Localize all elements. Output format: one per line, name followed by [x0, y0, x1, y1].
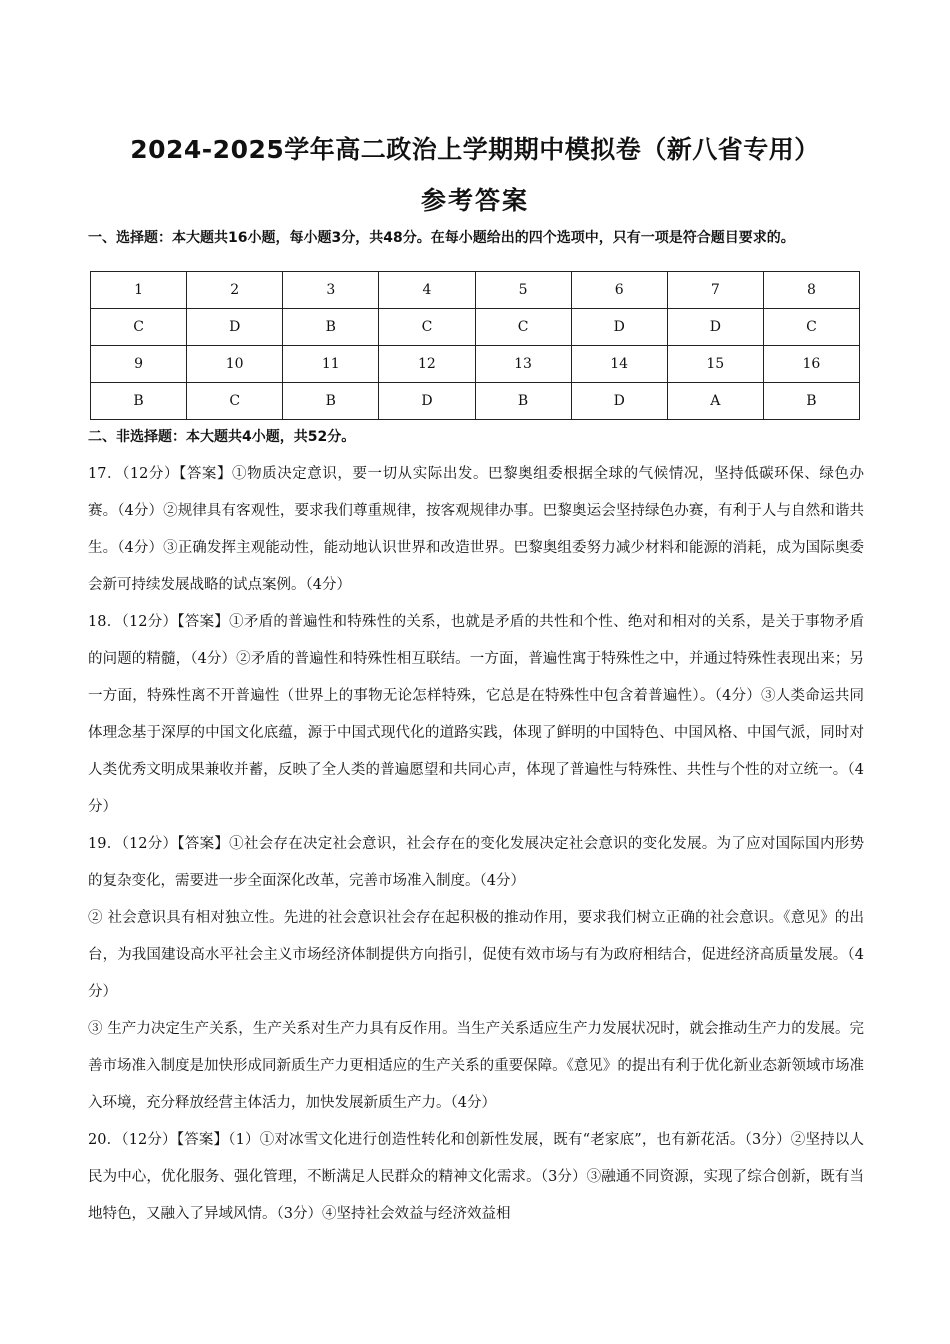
- question-number-cell: 8: [763, 272, 859, 309]
- question-number-cell: 3: [283, 272, 379, 309]
- answer-table: [90, 271, 860, 420]
- answer-letter-cell: B: [763, 383, 859, 420]
- question-number-cell: 5: [475, 272, 571, 309]
- answer-letter-row: [91, 309, 860, 346]
- question-19-paragraph-1: 19．（12分）【答案】①社会存在决定社会意识，社会存在的变化发展决定社会意识的变化发展。为了应对国际国内形势的复杂变化，需要进一步全面深化改革，完善市场准入制度。（4分）: [88, 836, 864, 889]
- question-20-paragraph: 20．（12分）【答案】（1）①对冰雪文化进行创造性转化和创新性发展，既有“老家底”，也有新花活。（3分）②坚持以人民为中心，优化服务、强化管理，不断满足人民群众的精神文化需求。（3分）③融通不同资源，实现了综合创新，既有当地特色，又融入了异域风情。（3分）④坚持社会效益与经济效益相: [88, 1132, 864, 1222]
- question-18-paragraph: 18．（12分）【答案】①矛盾的普遍性和特殊性的关系，也就是矛盾的共性和个性、绝对和相对的关系，是关于事物矛盾的问题的精髓，（4分）②矛盾的普遍性和特殊性相互联结。一方面，普遍性寓于特殊性之中，并通过特殊性表现出来；另一方面，特殊性离不开普遍性（世界上的事物无论怎样特殊，它总是在特殊性中包含着普遍性）。（4分）③人类命运共同体理念基于深厚的中国文化底蕴，源于中国式现代化的道路实践，体现了鲜明的中国特色、中国风格、中国气派，同时对人类优秀文明成果兼收并蓄，反映了全人类的普遍愿望和共同心声，体现了普遍性与特殊性、共性与个性的对立统一。（4分）: [88, 614, 864, 815]
- question-17-answer: [88, 456, 864, 604]
- question-number-row: [91, 346, 860, 383]
- answer-letter-cell: D: [667, 309, 763, 346]
- question-19-answer: [88, 826, 864, 1122]
- answer-letter-cell: C: [91, 309, 187, 346]
- question-number-cell: 11: [283, 346, 379, 383]
- question-number-row: [91, 272, 860, 309]
- question-number-cell: 10: [187, 346, 283, 383]
- question-20-answer: [88, 1122, 864, 1233]
- answer-letter-cell: B: [283, 309, 379, 346]
- answer-letter-cell: B: [283, 383, 379, 420]
- answer-letter-cell: B: [91, 383, 187, 420]
- answer-letter-cell: D: [379, 383, 475, 420]
- question-number-cell: 7: [667, 272, 763, 309]
- answer-letter-row: [91, 383, 860, 420]
- question-number-cell: 16: [763, 346, 859, 383]
- question-number-cell: 1: [91, 272, 187, 309]
- document-title: 2024-2025学年高二政治上学期期中模拟卷（新八省专用）: [130, 135, 820, 164]
- question-19-paragraph-3: ③ 生产力决定生产关系，生产关系对生产力具有反作用。当生产关系适应生产力发展状况时，就会推动生产力的发展。完善市场准入制度是加快形成同新质生产力更相适应的生产关系的重要保障。《意见》的提出有利于优化新业态新领域市场准入环境，充分释放经营主体活力，加快发展新质生产力。（4分）: [88, 1021, 864, 1111]
- document-subtitle: 参考答案: [420, 186, 529, 215]
- answer-letter-cell: B: [475, 383, 571, 420]
- question-18-answer: [88, 604, 864, 826]
- answer-letter-cell: C: [379, 309, 475, 346]
- answer-letter-cell: C: [475, 309, 571, 346]
- question-number-cell: 4: [379, 272, 475, 309]
- answer-letter-cell: D: [571, 383, 667, 420]
- question-number-cell: 15: [667, 346, 763, 383]
- answer-letter-cell: C: [763, 309, 859, 346]
- answer-letter-cell: A: [667, 383, 763, 420]
- question-number-cell: 2: [187, 272, 283, 309]
- section-2-heading: 二、非选择题：本大题共4小题，共52分。: [88, 429, 356, 445]
- question-number-cell: 13: [475, 346, 571, 383]
- question-number-cell: 9: [91, 346, 187, 383]
- answer-letter-cell: D: [571, 309, 667, 346]
- section-1-heading: 一、选择题：本大题共16小题，每小题3分，共48分。在每小题给出的四个选项中，只有一项是符合题目要求的。: [88, 230, 795, 246]
- question-number-cell: 12: [379, 346, 475, 383]
- answer-letter-cell: D: [187, 309, 283, 346]
- question-number-cell: 6: [571, 272, 667, 309]
- question-19-paragraph-2: ② 社会意识具有相对独立性。先进的社会意识社会存在起积极的推动作用，要求我们树立正确的社会意识。《意见》的出台，为我国建设高水平社会主义市场经济体制提供方向指引，促使有效市场与有为政府相结合，促进经济高质量发展。（4分）: [88, 910, 864, 1000]
- question-17-paragraph: 17．（12分）【答案】①物质决定意识，要一切从实际出发。巴黎奥组委根据全球的气候情况，坚持低碳环保、绿色办赛。（4分）②规律具有客观性，要求我们尊重规律，按客观规律办事。巴黎奥运会坚持绿色办赛，有利于人与自然和谐共生。（4分）③正确发挥主观能动性，能动地认识世界和改造世界。巴黎奥组委努力减少材料和能源的消耗，成为国际奥委会新可持续发展战略的试点案例。（4分）: [88, 466, 864, 593]
- question-number-cell: 14: [571, 346, 667, 383]
- answer-letter-cell: C: [187, 383, 283, 420]
